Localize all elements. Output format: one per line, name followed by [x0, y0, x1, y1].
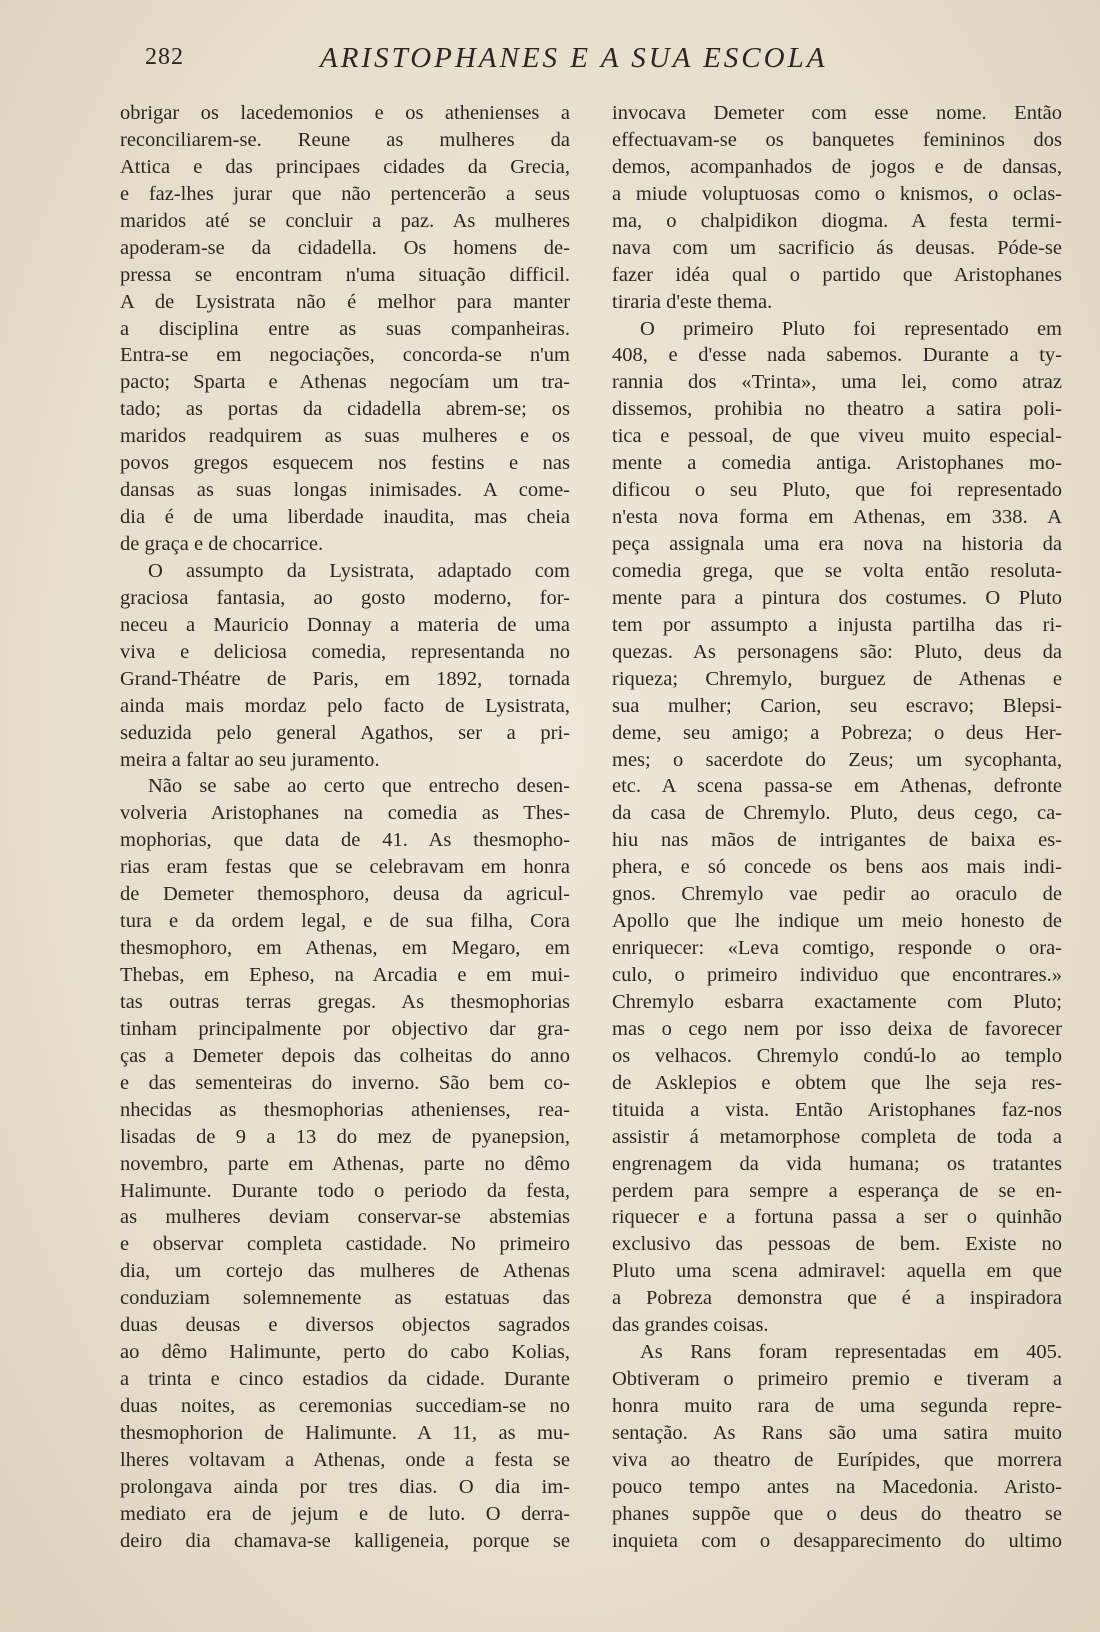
- text-line: Attica e das principaes cidades da Grecia,: [120, 155, 570, 178]
- text-line: viva ao theatro de Eurípides, que morrera: [612, 1448, 1062, 1471]
- text-line: honra muito rara de uma segunda repre-: [612, 1395, 1062, 1417]
- text-line: duas noites, as ceremonias succediam-se no: [120, 1395, 570, 1417]
- text-line: neceu a Mauricio Donnay a materia de uma: [120, 613, 570, 636]
- text-line: a Pobreza demonstra que é a inspiradora: [612, 1287, 1062, 1310]
- text-line: fazer idéa qual o partido que Aristophanes: [612, 263, 1062, 286]
- text-line: dificou o seu Pluto, que foi representado: [612, 479, 1062, 502]
- text-line: seduzida pelo general Agathos, ser a pri-: [120, 721, 570, 744]
- text-line: maridos readquirem as suas mulheres e os: [120, 425, 570, 448]
- text-line: dia é de uma liberdade inaudita, mas cheia: [120, 506, 570, 529]
- text-line: hiu nas mãos de intrigantes de baixa es-: [612, 829, 1062, 852]
- text-line: O assumpto da Lysistrata, adaptado com: [148, 559, 570, 582]
- running-title: ARISTOPHANES E A SUA ESCOLA: [320, 42, 828, 74]
- text-line: duas deusas e diversos objectos sagrados: [120, 1314, 570, 1337]
- text-line: n'esta nova forma em Athenas, em 338. A: [612, 506, 1062, 529]
- left-text-column: [120, 100, 570, 1555]
- text-line: de Demeter themosphoro, deusa da agricul-: [120, 883, 570, 906]
- text-line: as mulheres deviam conservar-se abstemias: [120, 1206, 570, 1229]
- text-line: de Asklepios e obtem que lhe seja res-: [612, 1071, 1062, 1094]
- text-line: Apollo que lhe indique um meio honesto de: [612, 910, 1062, 933]
- text-line: reconciliarem-se. Reune as mulheres da: [120, 128, 570, 151]
- text-line: meira a faltar ao seu juramento.: [120, 748, 380, 771]
- text-line: tura e da ordem legal, e de sua filha, Cora: [120, 910, 570, 933]
- text-line: phera, e só concede os bens aos mais indi-: [612, 856, 1062, 879]
- text-line: rias eram festas que se celebravam em honra: [120, 856, 570, 879]
- text-line: mas o cego nem por isso deixa de favorecer: [612, 1017, 1062, 1040]
- text-line: mediato era de jejum e de luto. O derra-: [120, 1502, 570, 1525]
- text-line: Obtiveram o primeiro premio e tiveram a: [612, 1368, 1062, 1391]
- text-line: deme, seu amigo; a Pobreza; o deus Her-: [612, 721, 1062, 744]
- text-line: e das sementeiras do inverno. São bem co-: [120, 1071, 570, 1094]
- text-line: comedia grega, que se volta então resoluta-: [612, 559, 1062, 582]
- text-line: nhecidas as thesmophorias athenienses, rea-: [120, 1098, 570, 1121]
- text-line: ainda mais mordaz pelo facto de Lysistrata,: [120, 694, 570, 717]
- text-line: maridos até se concluir a paz. As mulheres: [120, 209, 570, 232]
- text-line: novembro, parte em Athenas, parte no dêmo: [120, 1152, 570, 1175]
- text-line: a trinta e cinco estadios da cidade. Durante: [120, 1368, 570, 1391]
- text-line: prolongava ainda por tres dias. O dia im-: [120, 1475, 570, 1498]
- text-line: ças a Demeter depois das colheitas do anno: [120, 1044, 570, 1067]
- text-line: O primeiro Pluto foi representado em: [640, 317, 1062, 340]
- text-line: culo, o primeiro individuo que encontrares.»: [612, 964, 1062, 986]
- text-line: volveria Aristophanes na comedia as Thes-: [120, 802, 570, 825]
- text-line: dansas as suas longas inimisades. A come-: [120, 479, 570, 502]
- text-line: invocava Demeter com esse nome. Então: [612, 102, 1062, 124]
- text-line: 408, e d'esse nada sabemos. Durante a ty-: [612, 344, 1062, 367]
- text-line: Entra-se em negociações, concorda-se n'um: [120, 344, 570, 367]
- text-line: inquieta com o desapparecimento do ultimo: [612, 1529, 1062, 1552]
- text-line: riquecer e a fortuna passa a ser o quinhão: [612, 1206, 1062, 1229]
- text-line: de graça e de chocarrice.: [120, 533, 324, 555]
- text-line: thesmophorion de Halimunte. A 11, as mu-: [120, 1421, 570, 1444]
- text-line: a disciplina entre as suas companheiras.: [120, 317, 570, 340]
- text-line: enriquecer: «Leva comtigo, responde o ora-: [612, 937, 1062, 960]
- text-line: gnos. Chremylo vae pedir ao oraculo de: [612, 883, 1062, 906]
- text-line: tituida a vista. Então Aristophanes faz-nos: [612, 1098, 1062, 1121]
- text-line: Chremylo esbarra exactamente com Pluto;: [612, 990, 1062, 1013]
- text-line: perdem para sempre a esperança de se en-: [612, 1179, 1062, 1202]
- text-line: demos, acompanhados de jogos e de dansas,: [612, 155, 1062, 178]
- text-line: mente para a pintura dos costumes. O Pluto: [612, 586, 1062, 609]
- text-line: os velhacos. Chremylo condú-lo ao templo: [612, 1044, 1062, 1067]
- text-line: pouco tempo antes na Macedonia. Aristo-: [612, 1475, 1062, 1498]
- text-line: ma, o chalpidikon diogma. A festa termi-: [612, 209, 1062, 232]
- page-number: 282: [145, 44, 184, 70]
- text-line: As Rans foram representadas em 405.: [640, 1341, 1062, 1364]
- text-line: assistir á metamorphose completa de toda a: [612, 1125, 1062, 1148]
- text-line: ao dêmo Halimunte, perto do cabo Kolias,: [120, 1341, 570, 1364]
- text-line: thesmophoro, em Athenas, em Megaro, em: [120, 937, 570, 960]
- text-line: sua mulher; Carion, seu escravo; Blepsi-: [612, 694, 1062, 717]
- text-line: das grandes coisas.: [612, 1314, 769, 1337]
- text-line: tado; as portas da cidadella abrem-se; os: [120, 398, 570, 421]
- text-line: etc. A scena passa-se em Athenas, defronte: [612, 775, 1062, 798]
- text-line: lheres voltavam a Athenas, onde a festa se: [120, 1448, 570, 1471]
- text-line: e observar completa castidade. No primeiro: [120, 1233, 570, 1256]
- text-line: mente a comedia antiga. Aristophanes mo-: [612, 452, 1062, 475]
- text-line: quezas. As personagens são: Pluto, deus da: [612, 640, 1062, 663]
- text-line: deiro dia chamava-se kalligeneia, porque se: [120, 1529, 570, 1552]
- text-line: tem por assumpto a injusta partilha das ri-: [612, 613, 1062, 636]
- text-line: rannia dos «Trinta», uma lei, como atraz: [612, 371, 1062, 394]
- text-line: a miude voluptuosas como o knismos, o oclas-: [612, 182, 1062, 205]
- text-line: graciosa fantasia, ao gosto moderno, for-: [120, 586, 570, 609]
- text-line: Grand-Théatre de Paris, em 1892, tornada: [120, 667, 570, 690]
- text-line: tas outras terras gregas. As thesmophorias: [120, 990, 570, 1013]
- text-line: phanes suppõe que o deus do theatro se: [612, 1502, 1062, 1525]
- text-line: tinham principalmente por objectivo dar gra-: [120, 1017, 570, 1040]
- text-line: dia, um cortejo das mulheres de Athenas: [120, 1260, 570, 1283]
- text-line: obrigar os lacedemonios e os athenienses a: [120, 102, 570, 124]
- text-line: mophorias, que data de 41. As thesmopho-: [120, 829, 570, 852]
- text-line: tiraria d'este thema.: [612, 290, 773, 313]
- text-line: conduziam solemnemente as estatuas das: [120, 1287, 570, 1310]
- text-line: sentação. As Rans são uma satira muito: [612, 1421, 1062, 1444]
- text-line: lisadas de 9 a 13 do mez de pyanepsion,: [120, 1125, 570, 1148]
- text-line: nava com um sacrificio ás deusas. Póde-se: [612, 236, 1062, 259]
- text-line: da casa de Chremylo. Pluto, deus cego, ca-: [612, 802, 1062, 825]
- text-line: Thebas, em Epheso, na Arcadia e em mui-: [120, 964, 570, 986]
- text-line: A de Lysistrata não é melhor para manter: [120, 290, 570, 313]
- text-line: viva e deliciosa comedia, representanda no: [120, 640, 570, 663]
- text-line: pacto; Sparta e Athenas negocíam um tra-: [120, 371, 570, 394]
- right-text-column: [612, 100, 1062, 1555]
- text-line: povos gregos esquecem nos festins e nas: [120, 452, 570, 475]
- text-line: mes; o sacerdote do Zeus; um sycophanta,: [612, 748, 1062, 771]
- text-line: dissemos, prohibia no theatro a satira poli-: [612, 398, 1062, 421]
- text-line: Halimunte. Durante todo o periodo da festa,: [120, 1179, 570, 1202]
- text-line: Não se sabe ao certo que entrecho desen-: [148, 775, 570, 798]
- text-line: exclusivo das pessoas de bem. Existe no: [612, 1233, 1062, 1256]
- text-line: tica e pessoal, de que viveu muito especial-: [612, 425, 1062, 448]
- page-header: [145, 42, 865, 82]
- text-line: pressa se encontram n'uma situação difficil.: [120, 263, 570, 286]
- text-line: engrenagem da vida humana; os tratantes: [612, 1152, 1062, 1175]
- text-line: effectuavam-se os banquetes femininos dos: [612, 128, 1062, 151]
- text-line: riqueza; Chremylo, burguez de Athenas e: [612, 667, 1062, 690]
- text-line: e faz-lhes jurar que não pertencerão a seus: [120, 182, 570, 205]
- text-line: Pluto uma scena admiravel: aquella em que: [612, 1260, 1062, 1283]
- text-line: apoderam-se da cidadella. Os homens de-: [120, 236, 570, 259]
- text-line: peça assignala uma era nova na historia da: [612, 533, 1062, 555]
